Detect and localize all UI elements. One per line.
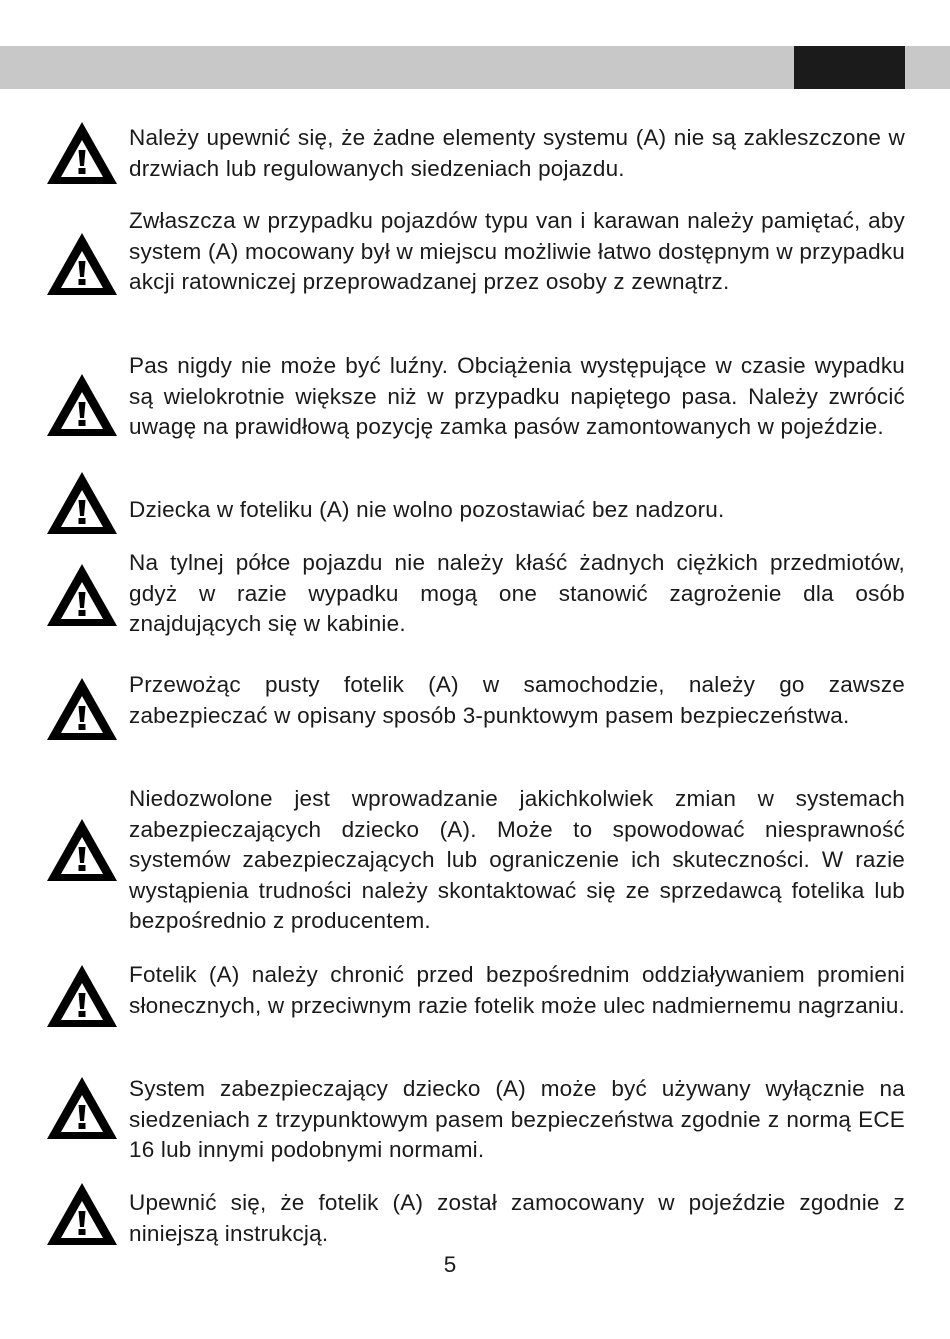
warning-triangle-icon: [44, 816, 120, 884]
warning-triangle-icon: [44, 469, 120, 537]
warning-paragraph-5: Na tylnej półce pojazdu nie należy kłaść żadnych ciężkich przedmiotów, gdyż w razie wypadku mogą one stanowić zagrożenie dla osób znajdujących się w kabinie.: [129, 550, 905, 636]
page-number: 5: [443, 1252, 457, 1277]
warning-triangle-icon: [44, 230, 120, 298]
warning-paragraph-10: Upewnić się, że fotelik (A) został zamocowany w pojeździe zgodnie z niniejszą instrukcją.: [129, 1190, 905, 1246]
warning-triangle-icon: [44, 371, 120, 439]
warning-paragraph-8: Fotelik (A) należy chronić przed bezpośrednim oddziaływaniem promieni słonecznych, w przeciwnym razie fotelik może ulec nadmiernemu nagrzaniu.: [129, 962, 905, 1018]
header-block: [794, 46, 905, 89]
warning-paragraph-9: System zabezpieczający dziecko (A) może być używany wyłącznie na siedzeniach z trzypunktowym pasem bezpieczeństwa zgodnie z normą ECE 16 lub innymi podobnymi normami.: [129, 1076, 905, 1162]
warning-triangle-icon: [44, 561, 120, 629]
warning-triangle-icon: [44, 1180, 120, 1248]
warning-paragraph-7: Niedozwolone jest wprowadzanie jakichkolwiek zmian w systemach zabezpieczających dziecko (A). Może to spowodować niesprawność systemów zabezpieczających lub ograniczenie ich skuteczności. W razie wystąpienia trudności należy skontaktować się ze sprzedawcą fotelika lub bezpośrednio z producentem.: [129, 786, 905, 933]
warning-paragraph-1: Należy upewnić się, że żadne elementy systemu (A) nie są zakleszczone w drzwiach lub regulowanych siedzeniach pojazdu.: [129, 125, 905, 181]
warning-paragraph-6: Przewożąc pusty fotelik (A) w samochodzie, należy go zawsze zabezpieczać w opisany sposób 3-punktowym pasem bezpieczeństwa.: [129, 672, 905, 728]
warning-paragraph-2: Zwłaszcza w przypadku pojazdów typu van i karawan należy pamiętać, aby system (A) mocowany był w miejscu możliwie łatwo dostępnym w przypadku akcji ratowniczej przeprowadzanej przez osoby z zewnątrz.: [129, 208, 905, 294]
warning-triangle-icon: [44, 119, 120, 187]
warning-triangle-icon: [44, 1074, 120, 1142]
warning-triangle-icon: [44, 962, 120, 1030]
warning-paragraph-3: Pas nigdy nie może być luźny. Obciążenia występujące w czasie wypadku są wielokrotnie większe niż w przypadku napiętego pasa. Należy zwrócić uwagę na prawidłową pozycję zamka pasów zamontowanych w pojeździe.: [129, 353, 905, 439]
warning-triangle-icon: [44, 675, 120, 743]
warning-paragraph-4: Dziecka w foteliku (A) nie wolno pozostawiać bez nadzoru.: [129, 497, 725, 522]
